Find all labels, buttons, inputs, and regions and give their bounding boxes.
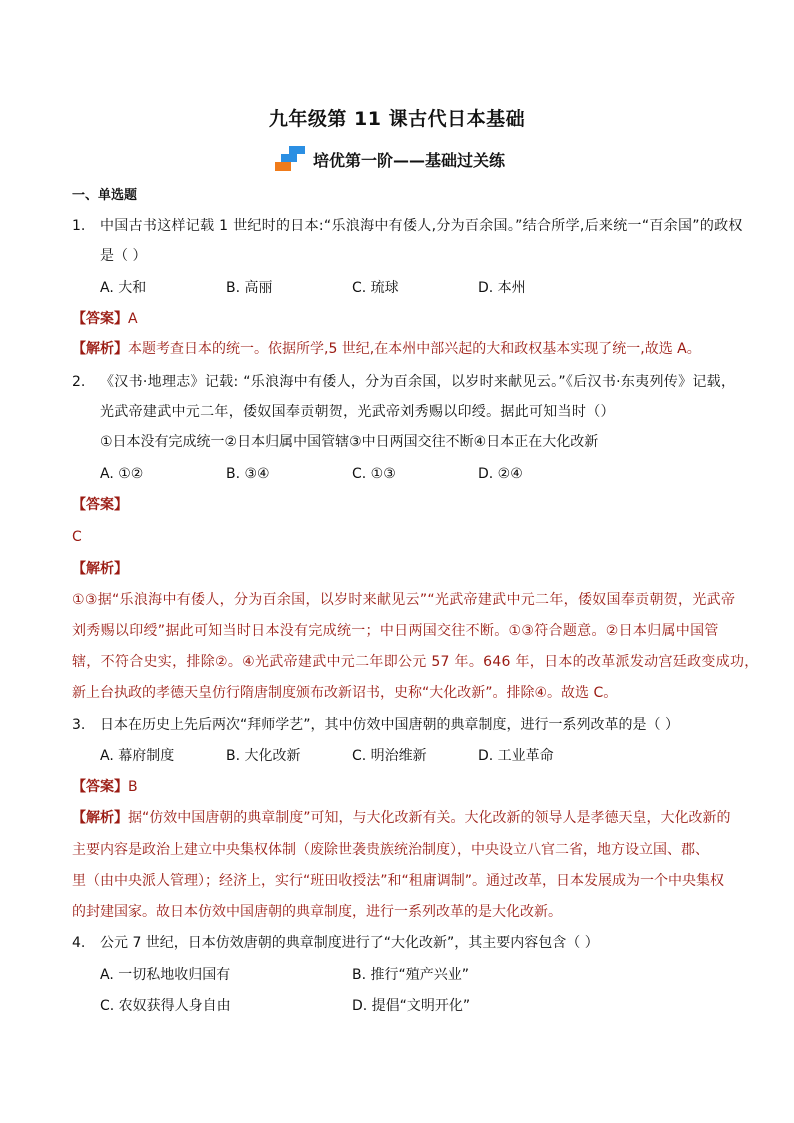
- q3-stem-line1: 日本在历史上先后两次“拜师学艺”，其中仿效中国唐朝的典章制度，进行一系列改革的是（ ）: [100, 717, 679, 733]
- q2-answer-label: 【答案】: [72, 497, 128, 513]
- q4-option-c: C. 农奴获得人身自由: [100, 998, 231, 1014]
- answer-value: A: [128, 311, 138, 327]
- q3-number: 3.: [72, 717, 86, 733]
- section-heading: 一、单选题: [72, 188, 138, 203]
- q4-option-b: B. 推行“殖产兴业”: [352, 967, 470, 983]
- q1-option-a: A. 大和: [100, 280, 147, 296]
- q4-stem-line1: 公元 7 世纪，日本仿效唐朝的典章制度进行了“大化改新”，其主要内容包含（ ）: [100, 935, 599, 951]
- analysis-label: 【解析】: [72, 341, 128, 357]
- q3-option-b: B. 大化改新: [226, 748, 301, 764]
- q2-analysis-label: 【解析】: [72, 561, 128, 577]
- q1-option-c: C. 琉球: [352, 280, 399, 296]
- q3-analysis-line4: 的封建国家。故日本仿效中国唐朝的典章制度，进行一系列改革的是大化改新。: [72, 904, 562, 920]
- q1-stem-line2: 是（ ）: [100, 248, 147, 264]
- q2-stem-line3: ①日本没有完成统一②日本归属中国管辖③中日两国交往不断④日本正在大化改新: [100, 434, 599, 450]
- q2-analysis-line2: 刘秀赐以印绶”据此可知当时日本没有完成统一；中日两国交往不断。①③符合题意。②日本归属中国管: [72, 623, 719, 639]
- q2-option-c: C. ①③: [352, 466, 396, 482]
- q1-analysis: [72, 339, 701, 359]
- answer-label: 【答案】: [72, 311, 128, 327]
- q2-stem-line2: 光武帝建武中元二年，倭奴国奉贡朝贺，光武帝刘秀赐以印绶。据此可知当时（）: [100, 404, 615, 420]
- q4-option-d: D. 提倡“文明开化”: [352, 998, 471, 1014]
- stairs-logo-icon: [275, 146, 309, 172]
- q2-number: 2.: [72, 374, 86, 390]
- q2-analysis-line1: ①③据“乐浪海中有倭人，分为百余国，以岁时来献见云”“光武帝建武中元二年，倭奴国奉贡朝贺，光武帝: [72, 592, 736, 608]
- q2-analysis-line3: 辖，不符合史实，排除②。④光武帝建武中元二年即公元 57 年。646 年，日本的改革派发动宫廷政变成功，: [72, 654, 759, 670]
- q1-stem-line1: 中国古书这样记载 1 世纪时的日本:“乐浪海中有倭人,分为百余国。”结合所学,后来统一“百余国”的政权: [100, 218, 743, 234]
- q1-option-d: D. 本州: [478, 280, 526, 296]
- q3-option-a: A. 幕府制度: [100, 748, 175, 764]
- q2-option-a: A. ①②: [100, 466, 144, 482]
- q1-option-b: B. 高丽: [226, 280, 273, 296]
- q2-option-b: B. ③④: [226, 466, 270, 482]
- analysis-text: 本题考查日本的统一。依据所学,5 世纪,在本州中部兴起的大和政权基本实现了统一,故选 A。: [128, 341, 701, 357]
- q2-answer-value: C: [72, 529, 82, 545]
- q2-analysis-line4: 新上台执政的孝德天皇仿行隋唐制度颁布改新诏书，史称“大化改新”。排除④。故选 C。: [72, 685, 618, 701]
- q3-answer: [72, 777, 138, 797]
- q2-stem-line1: 《汉书·地理志》记载: “乐浪海中有倭人，分为百余国，以岁时来献见云。”《后汉书·东夷列传》记载，: [100, 374, 736, 390]
- q4-number: 4.: [72, 935, 86, 951]
- q2-option-d: D. ②④: [478, 466, 523, 482]
- answer-label: 【答案】: [72, 779, 128, 795]
- subtitle-block: [275, 146, 505, 172]
- q4-option-a: A. 一切私地收归国有: [100, 967, 231, 983]
- q1-number: 1.: [72, 218, 86, 234]
- analysis-label: 【解析】: [72, 810, 128, 826]
- q1-answer: [72, 309, 138, 329]
- q3-analysis-line3: 里（由中央派人管理）；经济上，实行“班田收授法”和“租庸调制”。通过改革，日本发展成为一个中央集权: [72, 873, 725, 889]
- answer-value: B: [128, 779, 138, 795]
- q3-analysis-line2: 主要内容是政治上建立中央集权体制（废除世袭贵族统治制度），中央设立八官二省，地方设立国、郡、: [72, 842, 709, 858]
- q3-option-c: C. 明治维新: [352, 748, 427, 764]
- page-subtitle: 培优第一阶——基础过关练: [313, 150, 506, 170]
- q3-option-d: D. 工业革命: [478, 748, 554, 764]
- q3-analysis-line1: [72, 808, 731, 828]
- page-title: 九年级第 11 课古代日本基础: [268, 108, 526, 130]
- analysis-text: 据“仿效中国唐朝的典章制度”可知，与大化改新有关。大化改新的领导人是孝德天皇，大化改新的: [128, 810, 731, 826]
